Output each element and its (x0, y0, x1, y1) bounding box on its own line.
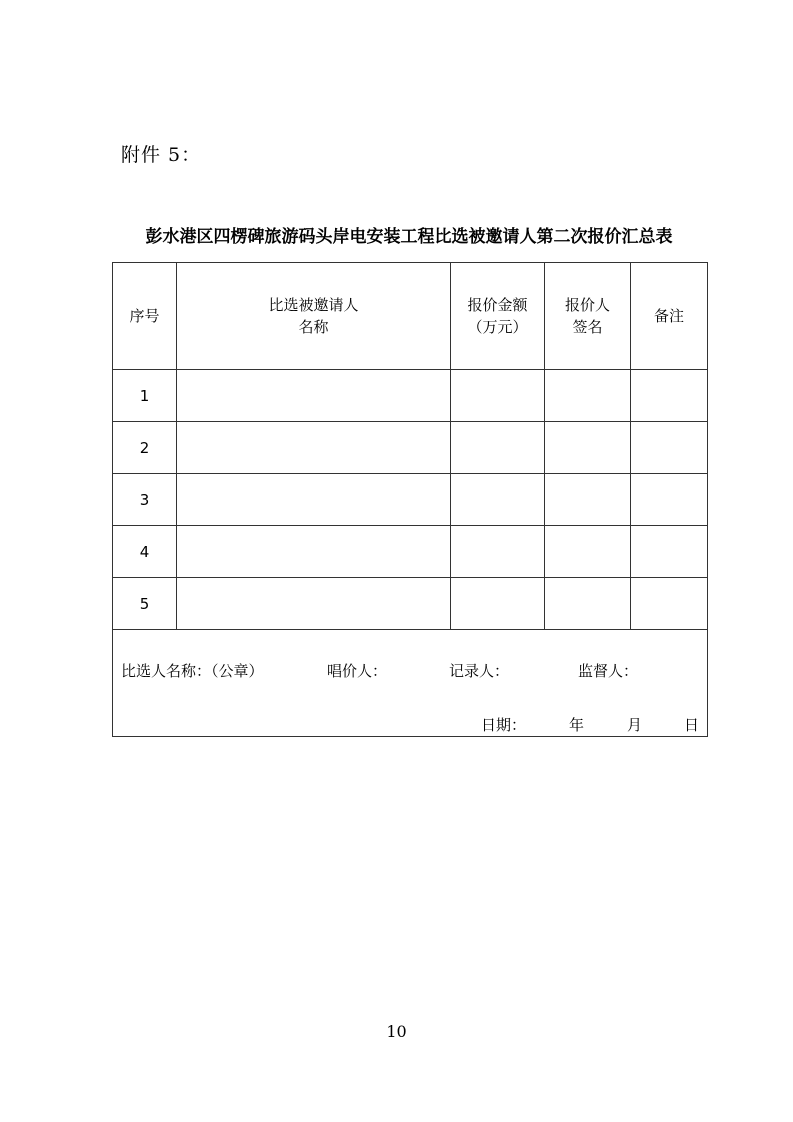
row-price-cell[interactable] (451, 370, 545, 422)
row-remark-cell[interactable] (631, 526, 708, 578)
row-company-name-cell[interactable] (177, 474, 451, 526)
row-price-cell[interactable] (451, 526, 545, 578)
row-company-name-cell[interactable] (177, 526, 451, 578)
recorder-label: 记录人： (449, 662, 510, 680)
page-number: 10 (386, 1022, 407, 1041)
document-title: 彭水港区四楞碑旅游码头岸电安装工程比选被邀请人第二次报价汇总表 (145, 227, 673, 247)
table-row (113, 474, 708, 526)
row-remark-cell[interactable] (631, 422, 708, 474)
row-seq: 2 (113, 422, 177, 474)
row-signer-cell[interactable] (545, 526, 631, 578)
row-price-cell[interactable] (451, 474, 545, 526)
row-price-cell[interactable] (451, 422, 545, 474)
table-header-row (113, 263, 708, 370)
row-signer-cell[interactable] (545, 474, 631, 526)
date-line (121, 714, 699, 736)
table-row (113, 422, 708, 474)
header-price: 报价金额 （万元） (451, 263, 545, 370)
supervisor-label: 监督人： (578, 662, 639, 680)
row-seq: 4 (113, 526, 177, 578)
table-row (113, 370, 708, 422)
year-label: 年 (569, 716, 585, 734)
quotation-summary-table (112, 262, 708, 737)
row-price-cell[interactable] (451, 578, 545, 630)
header-remark: 备注 (631, 263, 708, 370)
header-seq: 序号 (113, 263, 177, 370)
day-label: 日 (684, 716, 700, 734)
row-company-name-cell[interactable] (177, 370, 451, 422)
row-seq: 3 (113, 474, 177, 526)
row-remark-cell[interactable] (631, 370, 708, 422)
row-company-name-cell[interactable] (177, 578, 451, 630)
attachment-label: 附件 5： (121, 144, 202, 166)
header-signer: 报价人 签名 (545, 263, 631, 370)
row-seq: 5 (113, 578, 177, 630)
row-company-name-cell[interactable] (177, 422, 451, 474)
date-label: 日期： (481, 716, 527, 734)
row-signer-cell[interactable] (545, 578, 631, 630)
signature-line (121, 660, 699, 682)
table-row (113, 578, 708, 630)
header-company-name: 比选被邀请人 名称 (177, 263, 451, 370)
month-label: 月 (627, 716, 643, 734)
announcer-label: 唱价人： (327, 662, 388, 680)
table-footer-row (113, 630, 708, 737)
signature-footer (113, 630, 708, 737)
table-row (113, 526, 708, 578)
bidder-name-label: 比选人名称：（公章） (121, 662, 264, 680)
row-remark-cell[interactable] (631, 474, 708, 526)
row-seq: 1 (113, 370, 177, 422)
row-signer-cell[interactable] (545, 370, 631, 422)
row-signer-cell[interactable] (545, 422, 631, 474)
row-remark-cell[interactable] (631, 578, 708, 630)
